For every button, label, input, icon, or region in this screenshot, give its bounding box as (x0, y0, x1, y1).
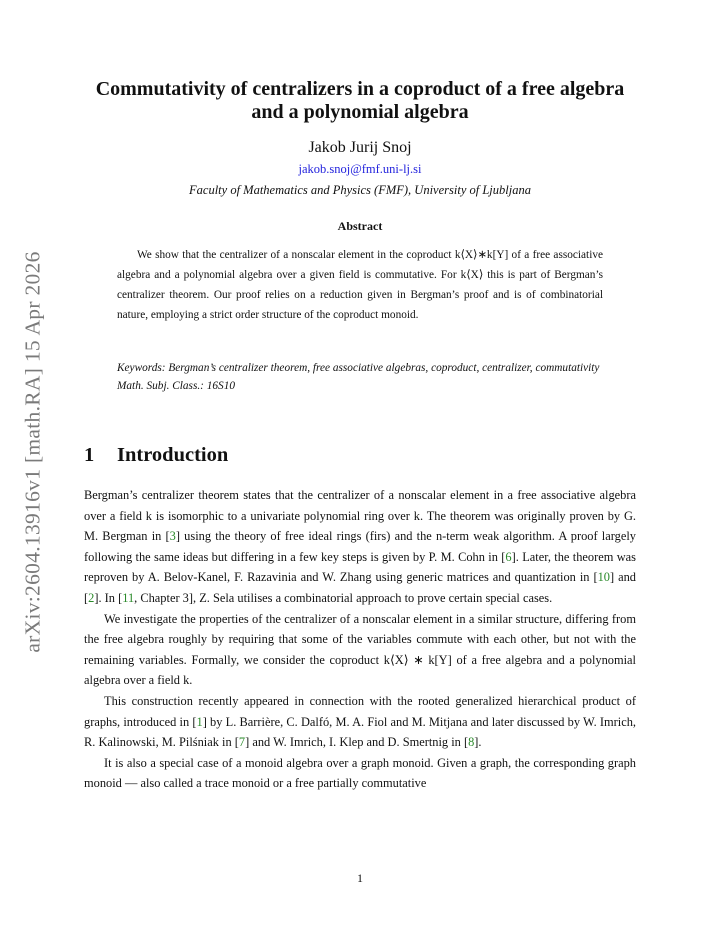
abstract-text: We show that the centralizer of a nonscalar element in the coproduct k⟨X⟩∗k[Y] of a free associative algebra and a polynomial algebra over a given field is commutative. For k⟨X⟩ this is part of Bergman’s centralizer theorem. Our proof relies on a reduction given in Bergman’s proof and is of combinatorial nature, employing a strict order structure of the coproduct monoid. (117, 249, 603, 321)
author-name: Jakob Jurij Snoj (308, 139, 412, 156)
citation-link[interactable]: 1 (196, 714, 203, 729)
keywords-block (117, 359, 603, 395)
keywords-line: Keywords: Bergman’s centralizer theorem, free associative algebras, coproduct, centralizer, commutativity (117, 362, 600, 374)
arxiv-identifier-stamp (0, 0, 60, 932)
page-number: 1 (357, 871, 363, 885)
section-heading (84, 444, 228, 467)
section-number: 1 (84, 444, 95, 466)
paragraph-3: This construction recently appeared in connection with the rooted generalized hierarchical product of graphs, introduced in [1] by L. Barrière, C. Dalfó, M. A. Fiol and M. Mitjana and later discussed by W. Imrich, R. Kalinowski, M. Pilśniak in [7] and W. Imrich, I. Klep and D. Smertnig in [8]. (84, 693, 636, 750)
citation-link[interactable]: 10 (597, 570, 610, 585)
abstract-heading: Abstract (337, 219, 383, 233)
section-title: Introduction (117, 444, 229, 466)
citation-link[interactable]: 11 (122, 590, 135, 605)
citation-link[interactable]: 6 (505, 549, 512, 564)
arxiv-identifier-text: arXiv:2604.13916v1 [math.RA] 15 Apr 2026 (20, 251, 45, 653)
abstract-body (117, 245, 603, 325)
citation-link[interactable]: 7 (238, 735, 246, 750)
paragraph-2: We investigate the properties of the centralizer of a nonscalar element in a similar structure, differing from the free algebra roughly by requiring that some of the variables commute with each other, but not with the remaining variables. Formally, we consider the coproduct k⟨X⟩ ∗ k[Y] of a free algebra and a polynomial algebra over a field k. (84, 611, 636, 688)
citation-link[interactable]: 8 (468, 735, 475, 750)
author-affiliation: Faculty of Mathematics and Physics (FMF), University of Ljubljana (189, 183, 531, 197)
author-email-link[interactable]: jakob.snoj@fmf.uni-lj.si (298, 162, 422, 176)
introduction-body (84, 485, 636, 794)
paragraph-4: It is also a special case of a monoid algebra over a graph monoid. Given a graph, the corresponding graph monoid — also called a trace monoid or a free partially commutative (84, 755, 636, 791)
citation-link[interactable]: 3 (169, 529, 176, 544)
citation-link[interactable]: 2 (88, 590, 95, 605)
paragraph-1: Bergman’s centralizer theorem states that the centralizer of a nonscalar element in a free associative algebra over a field k is isomorphic to a univariate polynomial ring over k. The theorem was originally proven by G. M. Bergman in [3] using the theory of free ideal rings (firs) and the n-term weak algorithm. A proof largely following the same ideas but differing in a few key steps is given by P. M. Cohn in [6]. Later, the theorem was reproven by A. Belov-Kanel, F. Razavinia and W. Zhang using generic matrices and quantization in [10] and [2]. In [11, Chapter 3], Z. Sela utilises a combinatorial approach to prove certain special cases. (84, 488, 636, 605)
paper-title: Commutativity of centralizers in a coproduct of a free algebra and a polynomial algebra (95, 78, 625, 123)
msc-line: Math. Subj. Class.: 16S10 (117, 380, 235, 392)
